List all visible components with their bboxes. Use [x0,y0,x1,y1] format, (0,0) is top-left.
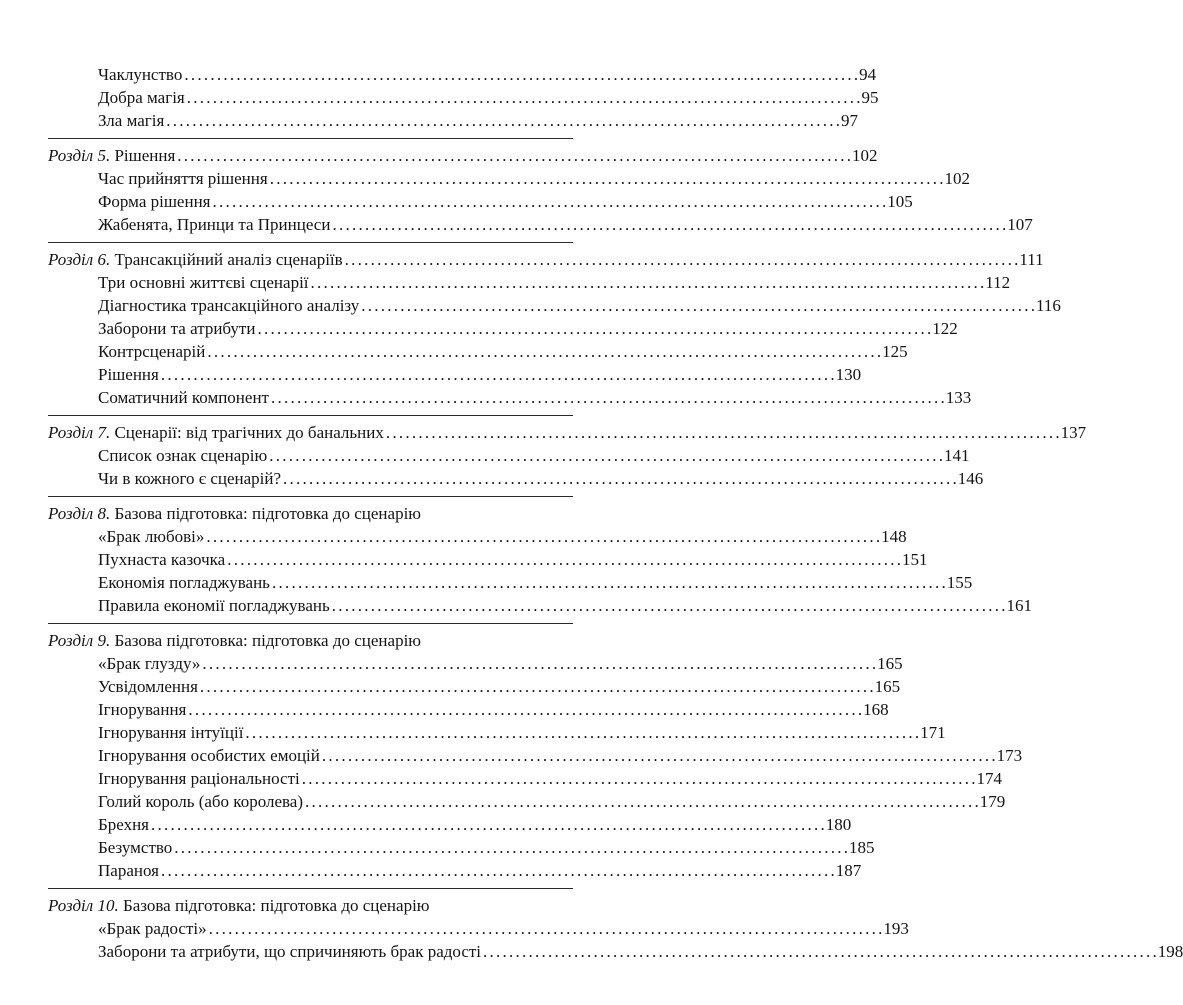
toc-section [48,497,1032,624]
entry-page: 107 [1007,215,1033,234]
dot-leader [188,698,861,721]
chapter-page: 111 [1019,250,1044,269]
toc-entry [48,317,958,340]
toc-entry [48,698,889,721]
toc-entry [48,859,862,882]
entry-page: 97 [841,111,859,130]
chapter-prefix: Розділ 6. [48,250,111,269]
entry-page: 112 [985,273,1011,292]
chapter-page: 165 [877,654,903,673]
entry-page: 187 [835,861,862,880]
entry-page: 146 [957,469,984,488]
toc-entry [48,675,901,698]
chapter-page: 148 [881,527,907,546]
dot-leader [184,63,857,86]
entry-title: Форма рішення [98,192,211,211]
chapter-title-line1: Базова підготовка: підготовка до сценарію [122,896,430,915]
toc-entry [48,213,1033,236]
chapter-title-line1: Базова підготовка: підготовка до сценарію [114,631,422,650]
entry-title: Час прийняття рішення [98,169,268,188]
chapter-page: 102 [852,146,878,165]
toc-entry [48,109,859,132]
dot-leader [212,190,885,213]
chapter-heading [48,502,573,525]
toc-section [48,416,1087,497]
toc-section [48,63,879,139]
toc-entry [48,548,928,571]
toc-entry [48,86,879,109]
toc-entry [48,594,1032,617]
dot-leader [269,444,942,467]
toc-entry [48,940,1183,963]
entry-page: 185 [849,838,875,857]
chapter-title-line1: Базова підготовка: підготовка до сценарію [114,504,422,523]
entry-page: 102 [944,169,970,188]
entry-page: 168 [863,700,889,719]
entry-title: Ігнорування особистих емоцій [98,746,320,765]
toc-entry [48,744,1023,767]
entry-page: 155 [946,573,973,592]
entry-page: 165 [874,677,901,696]
chapter-prefix: Розділ 7. [48,423,111,442]
toc-entry [48,294,1061,317]
entry-title: Заборони та атрибути, що спричиняють брак радості [98,942,482,961]
entry-title: Заборони та атрибути [98,319,256,338]
entry-title: Економія погладжувань [98,573,270,592]
entry-title: Ігнорування [98,700,187,719]
entry-page: 179 [979,792,1006,811]
entry-title: Контрсценарій [98,342,206,361]
entry-title: Соматичний компонент [98,388,269,407]
toc-entry [48,467,984,490]
entry-title: Голий король (або королева) [98,792,304,811]
chapter-title: Рішення [114,146,176,165]
chapter-title-line2: «Брак глузду» [98,654,201,673]
entry-page: 125 [882,342,908,361]
entry-title: Жабенята, Принци та Принцеси [98,215,331,234]
entry-page: 122 [932,319,958,338]
entry-title: Параноя [98,861,159,880]
dot-leader [161,363,834,386]
dot-leader [187,86,860,109]
toc-section [48,624,1023,889]
entry-title: Зла магія [98,111,165,130]
entry-page: 161 [1006,596,1032,615]
dot-leader [311,271,984,294]
chapter-page: 193 [883,919,909,938]
entry-page: 174 [976,769,1002,788]
dot-leader [206,525,879,548]
dot-leader [151,813,824,836]
toc-section [48,139,1033,243]
toc-entry [48,790,1006,813]
dot-leader [322,744,995,767]
entry-page: 130 [835,365,862,384]
dot-leader [200,675,873,698]
entry-title: Добра магія [98,88,185,107]
chapter-heading-continuation [48,525,907,548]
toc-entry [48,444,970,467]
dot-leader [202,652,875,675]
toc-entry [48,386,972,409]
toc-entry [48,571,973,594]
chapter-heading [48,144,878,167]
dot-leader [161,859,834,882]
toc-entry [48,813,852,836]
chapter-title-line2: «Брак любові» [98,527,205,546]
dot-leader [332,594,1005,617]
dot-leader [227,548,900,571]
entry-page: 151 [901,550,928,569]
dot-leader [257,317,930,340]
toc-entry [48,836,875,859]
entry-title: Ігнорування інтуїції [98,723,244,742]
entry-page: 116 [1036,296,1061,315]
entry-page: 171 [920,723,946,742]
chapter-title: Сценарії: від трагічних до банальних [114,423,384,442]
entry-title: Пухнаста казочка [98,550,226,569]
entry-title: Чаклунство [98,65,183,84]
chapter-heading [48,629,573,652]
toc-entry [48,721,946,744]
dot-leader [271,386,944,409]
dot-leader [245,721,918,744]
toc-entry [48,363,862,386]
entry-title: Усвідомлення [98,677,198,696]
chapter-heading-continuation [48,652,903,675]
dot-leader [272,571,945,594]
chapter-heading [48,894,573,917]
dot-leader [270,167,943,190]
dot-leader [302,767,975,790]
dot-leader [483,940,1156,963]
entry-title: Три основні життєві сценарії [98,273,309,292]
chapter-prefix: Розділ 8. [48,504,111,523]
toc-section [48,243,1061,416]
entry-page: 94 [859,65,877,84]
chapter-title-line2: «Брак радості» [98,919,207,938]
dot-leader [345,248,1018,271]
toc-entry [48,190,913,213]
table-of-contents [48,63,1183,969]
toc-entry [48,167,970,190]
chapter-prefix: Розділ 10. [48,896,119,915]
toc-entry [48,63,877,86]
entry-page: 95 [861,88,879,107]
dot-leader [386,421,1059,444]
entry-title: Діагностика трансакційного аналізу [98,296,360,315]
entry-page: 133 [945,388,972,407]
dot-leader [174,836,847,859]
dot-leader [361,294,1034,317]
chapter-prefix: Розділ 9. [48,631,111,650]
entry-page: 141 [943,446,970,465]
chapter-heading-continuation [48,917,909,940]
toc-entry [48,767,1002,790]
entry-title: Рішення [98,365,159,384]
dot-leader [177,144,850,167]
dot-leader [283,467,956,490]
dot-leader [209,917,882,940]
chapter-heading [48,421,1087,444]
entry-page: 105 [887,192,913,211]
dot-leader [207,340,880,363]
chapter-title: Трансакційний аналіз сценаріїв [114,250,343,269]
entry-title: Безумство [98,838,173,857]
toc-entry [48,340,908,363]
chapter-heading [48,248,1044,271]
dot-leader [305,790,978,813]
entry-title: Правила економії погладжувань [98,596,330,615]
chapter-prefix: Розділ 5. [48,146,111,165]
dot-leader [332,213,1005,236]
entry-page: 180 [825,815,852,834]
toc-entry [48,271,1011,294]
dot-leader [166,109,839,132]
toc-section [48,889,1183,969]
chapter-page: 137 [1060,423,1087,442]
entry-title: Брехня [98,815,149,834]
entry-title: Ігнорування раціональності [98,769,300,788]
entry-title: Чи в кожного є сценарій? [98,469,282,488]
entry-title: Список ознак сценарію [98,446,268,465]
entry-page: 173 [996,746,1023,765]
entry-page: 198 [1157,942,1183,961]
